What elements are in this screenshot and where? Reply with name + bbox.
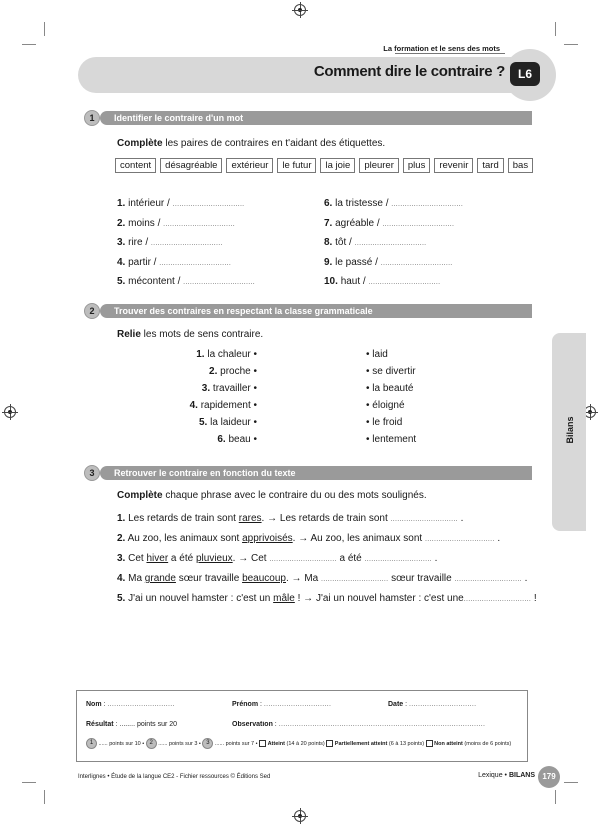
list-item: 6. la tristesse / ................................ — [324, 198, 464, 209]
nom-field[interactable]: Nom : .............................. — [86, 701, 175, 708]
footer-section: Lexique • BILANS — [478, 772, 535, 779]
list-item: 2. moins / ................................ — [117, 217, 235, 229]
exercise1-left-column — [117, 195, 255, 293]
answer-blank[interactable]: ................................ — [368, 279, 441, 286]
match-item[interactable]: • se divertir — [366, 366, 416, 377]
exercise2-heading: Trouver des contraires en respectant la classe grammaticale — [100, 304, 532, 318]
crop-mark — [44, 22, 45, 36]
word-label: content — [115, 158, 156, 173]
crop-mark — [22, 44, 36, 45]
answer-blank[interactable]: ................................ — [391, 201, 464, 208]
list-item: 10. haut / ................................ — [324, 276, 441, 287]
exercise2-instruction: Relie les mots de sens contraire. — [117, 329, 264, 340]
exercise3-instruction: Complète chaque phrase avec le contraire du ou des mots soulignés. — [117, 490, 427, 501]
crop-mark — [555, 22, 556, 36]
word-label: désagréable — [160, 158, 222, 173]
chapter-title: La formation et le sens des mots — [383, 44, 500, 53]
answer-blank[interactable]: .............................. — [269, 556, 337, 563]
match-item[interactable]: 1. la chaleur • — [196, 349, 257, 360]
registration-mark-icon — [294, 810, 306, 822]
list-item: 3. rire / ................................ — [117, 237, 223, 248]
match-item[interactable]: 6. beau • — [217, 434, 257, 445]
list-item: 8. tôt / ................................ — [324, 237, 427, 248]
registration-mark-icon — [4, 406, 16, 418]
answer-blank[interactable]: ................................ — [380, 259, 453, 267]
exercise1-instruction: Complète les paires de contraires en t'aidant des étiquettes. — [117, 138, 386, 149]
answer-blank[interactable]: .............................. — [321, 576, 389, 583]
footer-credit: Interlignes • Étude de la langue CE2 - Fichier ressources © Éditions Sed — [78, 774, 271, 780]
exercise2-number: 2 — [84, 303, 100, 319]
word-label: tard — [477, 158, 503, 173]
header-rule — [395, 53, 505, 54]
exercise-badge: 2 — [146, 738, 157, 749]
word-label: revenir — [434, 158, 473, 173]
exercise1-number: 1 — [84, 110, 100, 126]
sentence-line: 1. Les retards de train sont rares. → Les retards de train sont .............................. . — [117, 513, 464, 524]
list-item: 5. mécontent / ................................ — [117, 276, 256, 287]
crop-mark — [564, 44, 578, 45]
label-list — [115, 158, 533, 173]
exercise-badge: 1 — [86, 738, 97, 749]
registration-mark-icon — [294, 4, 306, 16]
answer-blank[interactable]: .............................. — [364, 556, 432, 563]
word-label: bas — [508, 158, 533, 173]
answer-blank[interactable]: .............................. — [454, 576, 522, 583]
resultat-field[interactable]: Résultat : ........ points sur 20 — [86, 721, 178, 728]
answer-blank[interactable]: .............................. — [463, 596, 532, 603]
page-title: Comment dire le contraire ? — [313, 63, 505, 80]
match-item[interactable]: 3. travailler • — [201, 383, 257, 394]
lesson-code: L6 — [510, 62, 540, 86]
exercise-badge: 3 — [202, 738, 213, 749]
sentence-line: 5. J'ai un nouvel hamster : c'est un mâle ! → J'ai un nouvel hamster : c'est une.............................. ! — [117, 593, 537, 604]
match-item[interactable]: 4. rapidement • — [189, 400, 257, 411]
sentence-line: 3. Cet hiver a été pluvieux. → Cet .............................. a été .............................. . — [117, 553, 438, 564]
checkbox-atteint[interactable] — [259, 740, 266, 747]
prenom-field[interactable]: Prénom : .............................. — [232, 701, 332, 708]
match-item[interactable]: 5. la laideur • — [199, 417, 257, 428]
sentence-line: 4. Ma grande sœur travaille beaucoup. → Ma .............................. sœur travaille .............................. . — [117, 573, 528, 584]
list-item: 9. le passé / ................................ — [324, 256, 453, 268]
match-item[interactable]: • lentement — [366, 434, 417, 445]
list-item: 4. partir / ................................ — [117, 256, 232, 268]
crop-mark — [44, 790, 45, 804]
exercise1-heading: Identifier le contraire d'un mot — [100, 111, 532, 125]
match-item[interactable]: 2. proche • — [209, 366, 257, 377]
answer-blank[interactable]: ................................ — [159, 259, 232, 267]
answer-blank[interactable]: ................................ — [354, 240, 427, 247]
exercise3-number: 3 — [84, 465, 100, 481]
exercise3-lines — [117, 509, 537, 609]
answer-blank[interactable]: ................................ — [150, 240, 223, 247]
observation-field[interactable]: Observation : ............................................................................................ — [232, 721, 486, 728]
answer-blank[interactable]: ................................ — [172, 201, 245, 208]
date-field[interactable]: Date : .............................. — [388, 701, 477, 708]
exercise2-right-column — [366, 346, 416, 448]
match-item[interactable]: • laid — [366, 349, 388, 360]
answer-blank[interactable]: ................................ — [183, 279, 256, 286]
answer-blank[interactable]: .............................. — [390, 516, 458, 523]
match-item[interactable]: • le froid — [366, 417, 403, 428]
answer-blank[interactable]: ................................ — [382, 220, 455, 228]
word-label: la joie — [320, 158, 355, 173]
list-item: 7. agréable / ................................ — [324, 217, 455, 229]
answer-blank[interactable]: ............................... — [424, 536, 495, 543]
checkbox-partiel[interactable] — [326, 740, 333, 747]
exercise2-left-column — [160, 346, 257, 448]
exercise3-heading: Retrouver le contraire en fonction du texte — [100, 466, 532, 480]
crop-mark — [564, 782, 578, 783]
match-item[interactable]: • la beauté — [366, 383, 414, 394]
exercise1-right-column — [324, 195, 463, 293]
word-label: extérieur — [226, 158, 273, 173]
score-breakdown: 1 ...... points sur 10 • 2 ...... points sur 3 • 3 ...... points sur 7 • Atteint (14 à 20 points) Partiellement atteint (6 à 13 points) Non atteint (moins de 6 points) — [86, 738, 511, 749]
checkbox-non-atteint[interactable] — [426, 740, 433, 747]
crop-mark — [22, 782, 36, 783]
crop-mark — [555, 790, 556, 804]
list-item: 1. intérieur / ................................ — [117, 198, 245, 209]
word-label: plus — [403, 158, 430, 173]
word-label: pleurer — [359, 158, 399, 173]
page-number: 179 — [538, 766, 560, 788]
word-label: le futur — [277, 158, 316, 173]
match-item[interactable]: • éloigné — [366, 400, 405, 411]
sentence-line: 2. Au zoo, les animaux sont apprivoisés. → Au zoo, les animaux sont ............................... . — [117, 533, 501, 544]
answer-blank[interactable]: ................................ — [163, 220, 235, 228]
side-tab-label: Bilans — [565, 416, 575, 444]
